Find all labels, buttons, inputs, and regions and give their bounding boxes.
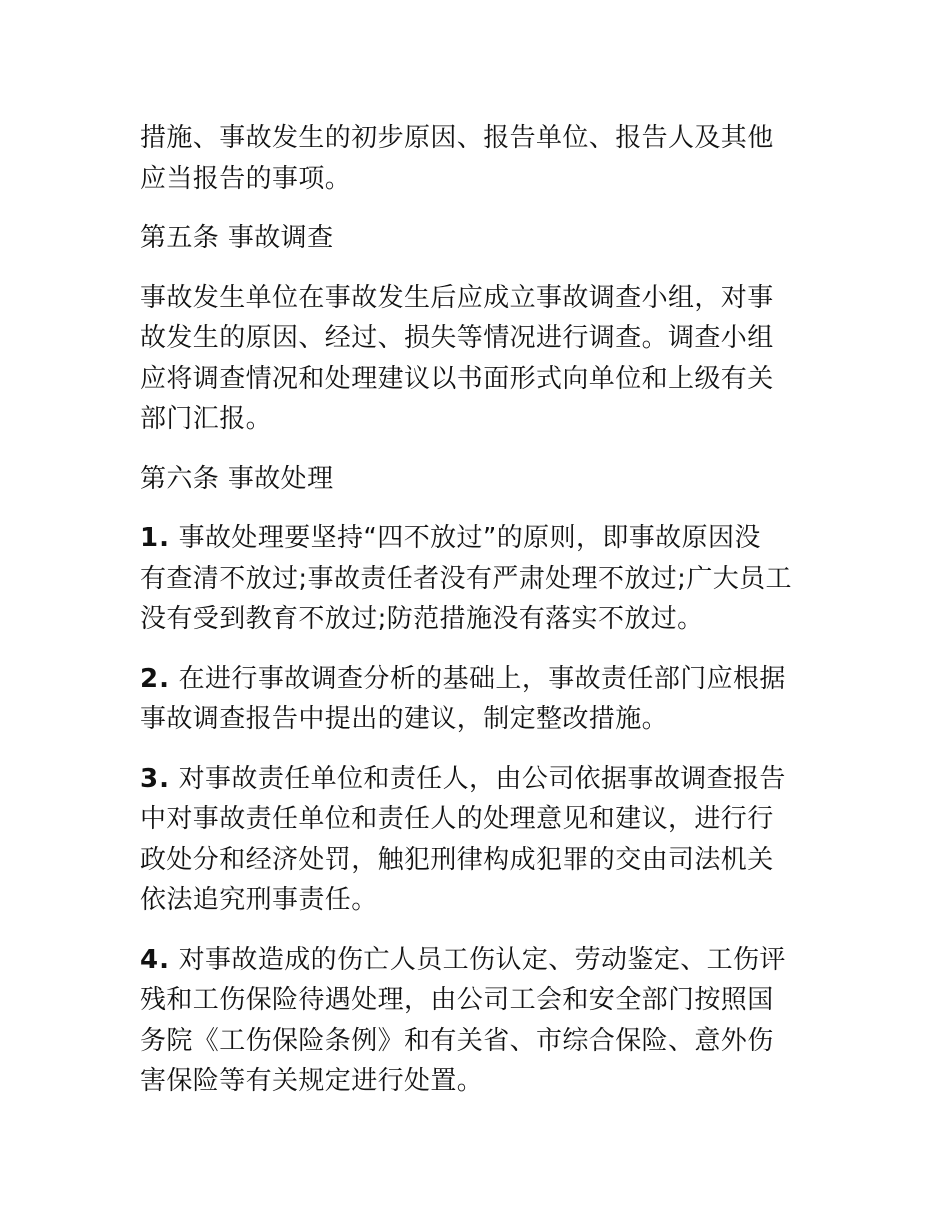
item-number: 2. xyxy=(140,663,170,694)
item-number: 3. xyxy=(140,763,170,794)
text-line: 害保险等有关规定进行处置。 xyxy=(140,1066,484,1096)
text-line: 没有受到教育不放过;防范措施没有落实不放过。 xyxy=(140,604,704,634)
text-line: 故发生的原因、经过、损失等情况进行调查。调查小组 xyxy=(140,323,774,353)
article6-item-3 xyxy=(140,759,820,921)
text-line: 事故发生单位在事故发生后应成立事故调查小组，对事 xyxy=(140,282,774,313)
text-line: 政处分和经济处罚，触犯刑律构成犯罪的交由司法机关 xyxy=(140,844,774,875)
article5-heading: 第五条 事故调查 xyxy=(140,223,334,253)
article6-item-2 xyxy=(140,659,820,740)
article6-heading: 第六条 事故处理 xyxy=(140,463,334,494)
article6-item-4 xyxy=(140,940,820,1102)
text-line: 依法追究刑事责任。 xyxy=(140,885,378,915)
text-line xyxy=(140,940,820,981)
text-line: 有查清不放过;事故责任者没有严肃处理不放过;广大员工 xyxy=(140,563,792,594)
item-text: 事故处理要坚持“四不放过”的原则，即事故原因没 xyxy=(169,523,761,553)
item-number: 4. xyxy=(140,944,170,975)
item-number: 1. xyxy=(140,523,170,553)
intro-paragraph xyxy=(140,118,820,199)
article6-item-1 xyxy=(140,518,820,640)
text-line: 中对事故责任单位和责任人的处理意见和建议，进行行 xyxy=(140,804,774,834)
text-line xyxy=(140,518,820,559)
text-line: 事故调查报告中提出的建议，制定整改措施。 xyxy=(140,704,669,734)
article5-body xyxy=(140,278,820,440)
text-line: 部门汇报。 xyxy=(140,404,273,434)
text-line: 残和工伤保险待遇处理，由公司工会和安全部门按照国 xyxy=(140,985,774,1015)
item-text: 对事故造成的伤亡人员工伤认定、劳动鉴定、工伤评 xyxy=(169,944,786,975)
text-line: 措施、事故发生的初步原因、报告单位、报告人及其他 xyxy=(140,123,774,153)
text-line: 应将调查情况和处理建议以书面形式向单位和上级有关 xyxy=(140,363,774,394)
text-line: 务院《工伤保险条例》和有关省、市综合保险、意外伤 xyxy=(140,1025,774,1056)
text-line xyxy=(140,659,820,700)
item-text: 对事故责任单位和责任人，由公司依据事故调查报告 xyxy=(169,763,786,794)
text-line: 应当报告的事项。 xyxy=(140,163,352,194)
item-text: 在进行事故调查分析的基础上，事故责任部门应根据 xyxy=(169,663,786,694)
text-line xyxy=(140,759,820,800)
document-page xyxy=(140,118,820,1121)
